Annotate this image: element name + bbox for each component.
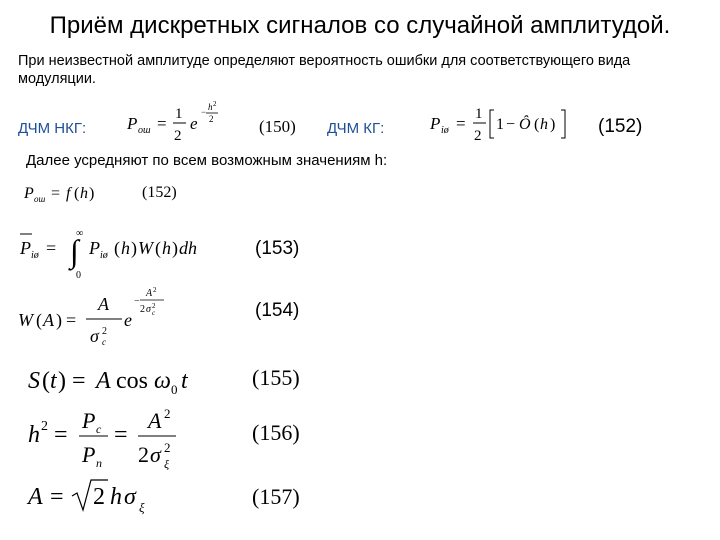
- svg-text:A: A: [148, 408, 162, 433]
- svg-text:=: =: [51, 185, 61, 202]
- svg-text:2: 2: [140, 304, 145, 315]
- svg-text:ξ: ξ: [139, 500, 145, 515]
- svg-text:ω: ω: [154, 368, 171, 394]
- svg-text:P: P: [24, 185, 34, 202]
- svg-text:c: c: [152, 309, 156, 317]
- svg-text:(: (: [36, 310, 42, 330]
- svg-text:(: (: [155, 238, 161, 258]
- svg-text:e: e: [190, 114, 198, 133]
- svg-text:=: =: [72, 368, 86, 394]
- svg-text:P: P: [82, 408, 96, 433]
- svg-text:iø: iø: [100, 250, 108, 261]
- svg-text:A: A: [28, 484, 43, 510]
- svg-text:−: −: [201, 107, 207, 117]
- svg-text:h: h: [208, 102, 213, 112]
- svg-text:h: h: [28, 422, 40, 448]
- svg-text:2: 2: [164, 406, 171, 421]
- svg-text:h: h: [162, 238, 171, 258]
- eq-number-157: (157): [252, 484, 300, 509]
- formula-error-prob-nkg: [125, 98, 235, 146]
- svg-text:∞: ∞: [76, 228, 84, 239]
- formula-error-prob-function: [22, 178, 142, 210]
- eq-number-152: (152): [142, 184, 177, 201]
- svg-text:): ): [172, 238, 178, 258]
- svg-text:e: e: [124, 310, 132, 330]
- averaging-text: Далее усредняют по всем возможным значениям h:: [26, 152, 388, 169]
- svg-text:2: 2: [153, 286, 157, 294]
- svg-text:(: (: [74, 185, 80, 202]
- svg-text:h: h: [110, 484, 122, 510]
- svg-text:f: f: [66, 185, 71, 202]
- formula-rayleigh-distribution: [16, 282, 196, 352]
- svg-text:iø: iø: [31, 250, 39, 261]
- svg-text:∫: ∫: [70, 233, 79, 269]
- svg-text:=: =: [157, 114, 167, 133]
- svg-text:=: =: [46, 238, 57, 258]
- svg-text:ξ: ξ: [164, 457, 170, 470]
- svg-text:A: A: [98, 294, 109, 314]
- svg-text:2: 2: [213, 100, 217, 108]
- svg-text:σ: σ: [146, 304, 151, 315]
- svg-text:2: 2: [164, 440, 171, 455]
- svg-text:−: −: [134, 296, 140, 307]
- svg-text:(: (: [534, 116, 540, 133]
- formula-error-prob-kg: [428, 98, 578, 146]
- svg-text:−: −: [506, 116, 516, 133]
- svg-text:=: =: [114, 422, 128, 448]
- svg-text:A: A: [43, 310, 54, 330]
- eq-number-153: (153): [255, 238, 300, 259]
- formula-amplitude: [24, 474, 224, 518]
- label-dchm-nkg: ДЧМ НКГ:: [18, 120, 87, 137]
- svg-text:2: 2: [174, 128, 182, 144]
- svg-text:(: (: [42, 368, 50, 394]
- svg-text:iø: iø: [441, 125, 449, 136]
- svg-text:=: =: [456, 114, 466, 133]
- svg-text:2: 2: [41, 419, 48, 434]
- svg-text:1: 1: [475, 106, 483, 122]
- svg-text:σ: σ: [90, 326, 99, 346]
- eq-number-150: (150): [259, 117, 296, 136]
- svg-text:): ): [58, 368, 66, 394]
- svg-text:ош: ош: [34, 194, 46, 204]
- svg-text:2: 2: [93, 484, 105, 510]
- svg-text:h: h: [121, 238, 130, 258]
- formula-signal: [24, 360, 224, 400]
- intro-text: При неизвестной амплитуде определяют вероятность ошибки для соответствующего вида модуляции.: [18, 53, 631, 87]
- svg-text:): ): [56, 310, 62, 330]
- eq-number-155: (155): [252, 365, 300, 390]
- svg-text:h: h: [80, 185, 88, 202]
- formula-averaged-error-prob: [16, 220, 226, 282]
- svg-text:h: h: [540, 116, 548, 133]
- svg-text:1: 1: [496, 116, 504, 133]
- svg-text:S: S: [28, 368, 40, 394]
- svg-text:2: 2: [152, 302, 156, 310]
- svg-text:Ô: Ô: [519, 116, 531, 133]
- eq-number-156: (156): [252, 420, 300, 445]
- svg-text:=: =: [50, 484, 64, 510]
- svg-text:P: P: [20, 238, 31, 258]
- svg-text:2: 2: [138, 442, 149, 467]
- svg-text:P: P: [89, 238, 100, 258]
- slide-title: Приём дискретных сигналов со случайной амплитудой.: [49, 12, 671, 39]
- svg-text:σ: σ: [124, 484, 136, 510]
- svg-text:c: c: [102, 337, 106, 347]
- svg-text:2: 2: [209, 114, 214, 124]
- svg-text:A: A: [96, 368, 111, 394]
- svg-text:ош: ош: [138, 125, 151, 136]
- svg-text:σ: σ: [150, 442, 161, 467]
- svg-text:t: t: [181, 368, 188, 394]
- svg-text:2: 2: [474, 128, 482, 144]
- svg-text:dh: dh: [179, 238, 197, 258]
- svg-text:=: =: [54, 422, 68, 448]
- svg-text:P: P: [82, 442, 96, 467]
- svg-text:n: n: [96, 456, 102, 470]
- eq-number-152-right: (152): [598, 116, 643, 137]
- svg-text:): ): [550, 116, 556, 133]
- eq-number-154: (154): [255, 300, 300, 321]
- svg-text:2: 2: [102, 326, 107, 337]
- svg-text:): ): [131, 238, 137, 258]
- svg-text:W: W: [18, 310, 33, 330]
- formula-snr: [24, 400, 224, 470]
- svg-text:c: c: [96, 422, 102, 436]
- svg-text:1: 1: [175, 106, 183, 122]
- svg-text:W: W: [138, 238, 153, 258]
- svg-text:A: A: [146, 288, 153, 299]
- svg-text:t: t: [50, 368, 57, 394]
- svg-text:P: P: [127, 114, 138, 133]
- label-dchm-kg: ДЧМ КГ:: [327, 120, 385, 137]
- svg-text:=: =: [66, 310, 77, 330]
- svg-text:): ): [89, 185, 95, 202]
- svg-text:(: (: [114, 238, 120, 258]
- svg-text:0: 0: [171, 382, 178, 397]
- svg-text:0: 0: [76, 270, 81, 281]
- svg-text:P: P: [430, 114, 441, 133]
- svg-text:cos: cos: [116, 368, 148, 394]
